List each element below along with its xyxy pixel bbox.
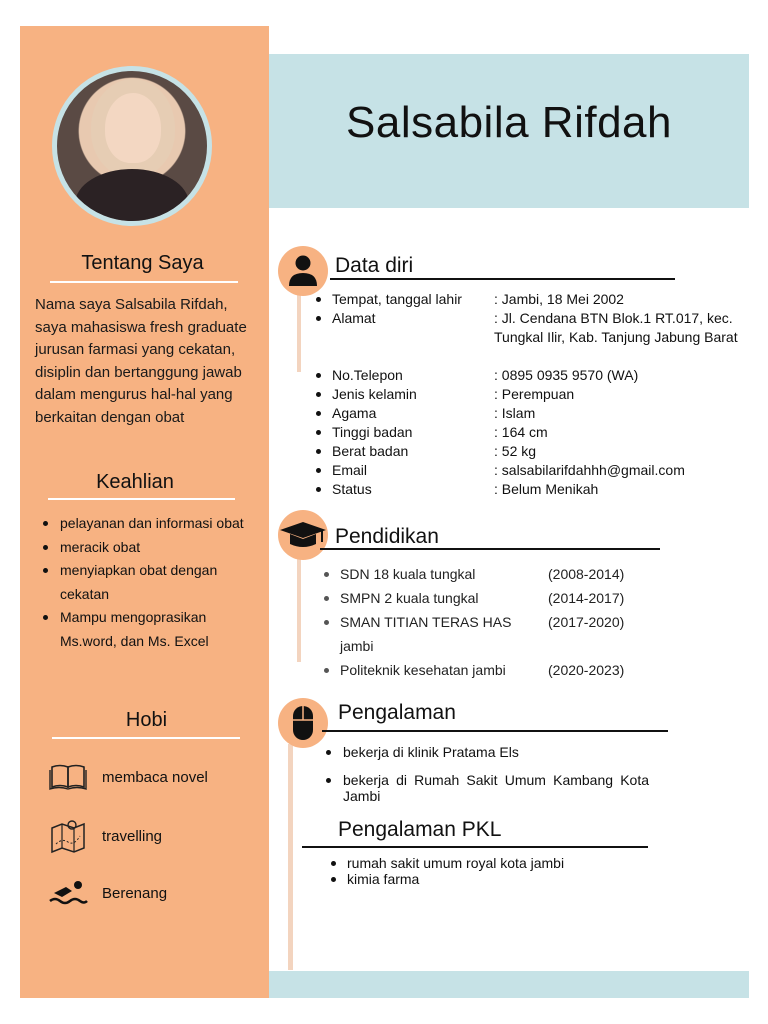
school-years: (2008-2014) <box>548 566 625 582</box>
graduation-cap-icon <box>278 510 328 560</box>
internship-text: kimia farma <box>347 871 420 887</box>
photo-body <box>75 169 189 226</box>
data-label: Berat badan <box>332 443 409 459</box>
data-value: : Jambi, 18 Mei 2002 <box>494 291 624 307</box>
section-title-personal: Data diri <box>335 254 414 277</box>
section-title-education: Pendidikan <box>335 525 439 548</box>
skill-item: menyiapkan obat dengan cekatan <box>40 559 260 606</box>
data-label: Status <box>332 481 372 497</box>
hobby-label: membaca novel <box>102 769 208 786</box>
school-years: (2017-2020) <box>548 614 625 630</box>
swimming-icon <box>48 877 88 909</box>
map-icon <box>48 816 88 856</box>
data-value: : Jl. Cendana BTN Blok.1 RT.017, kec. Tungkal Ilir, Kab. Tanjung Jabung Barat <box>494 310 738 345</box>
school-name: SMPN 2 kuala tungkal <box>340 590 479 606</box>
data-row <box>312 366 752 385</box>
data-label: Alamat <box>332 310 376 326</box>
skill-item: Mampu mengoprasikan Ms.word, dan Ms. Excel <box>40 606 260 653</box>
education-list <box>322 562 652 682</box>
hobbies-title-rule <box>52 737 240 739</box>
section-rule <box>322 730 668 732</box>
data-label: Email <box>332 462 368 478</box>
footer-band <box>269 971 749 998</box>
data-value: : 0895 0935 9570 (WA) <box>494 367 639 383</box>
skill-item: pelayanan dan informasi obat <box>40 512 260 536</box>
school-years: (2014-2017) <box>548 590 625 606</box>
candidate-name: Salsabila Rifdah <box>346 98 672 147</box>
profile-photo <box>52 66 212 226</box>
experience-item <box>324 772 649 804</box>
experience-text: bekerja di klinik Pratama Els <box>343 744 519 760</box>
education-row <box>322 586 652 610</box>
data-row <box>312 480 752 499</box>
section-icon-badge <box>278 246 328 296</box>
book-icon <box>48 761 88 793</box>
section-title-experience: Pengalaman <box>338 701 456 724</box>
school-name: SMAN TITIAN TERAS HAS jambi <box>340 614 512 654</box>
data-value: : salsabilarifdahhh@gmail.com <box>494 462 685 478</box>
data-label: No.Telepon <box>332 367 403 383</box>
data-value: : Perempuan <box>494 386 575 402</box>
about-title-rule <box>50 281 238 283</box>
data-value: : 164 cm <box>494 424 548 440</box>
data-row <box>312 385 752 404</box>
hobby-label: travelling <box>102 828 163 845</box>
section-rule <box>330 278 675 280</box>
about-text: Nama saya Salsabila Rifdah, saya mahasiswa fresh graduate jurusan farmasi yang cekatan, disiplin dan bertanggung jawab dalam mengurus hal-hal yang berkaitan dengan obat <box>35 296 247 426</box>
data-row <box>312 461 752 480</box>
internship-item <box>329 871 649 887</box>
data-value: : Islam <box>494 405 536 421</box>
education-row <box>322 562 652 586</box>
data-row <box>312 423 752 442</box>
timeline-line <box>288 744 293 970</box>
data-label: Jenis kelamin <box>332 386 417 402</box>
data-row <box>312 404 752 423</box>
timeline-line <box>297 556 301 662</box>
person-icon <box>278 246 328 296</box>
mouse-icon <box>278 698 328 748</box>
internship-text: rumah sakit umum royal kota jambi <box>347 855 565 871</box>
data-label: Tinggi badan <box>332 424 413 440</box>
hobby-label: Berenang <box>102 885 168 902</box>
internship-list <box>329 855 649 887</box>
section-rule <box>302 846 648 848</box>
skills-title-rule <box>48 498 235 500</box>
school-years: (2020-2023) <box>548 662 625 678</box>
experience-text: bekerja di Rumah Sakit Umum Kambang Kota Jambi <box>343 772 649 804</box>
education-row <box>322 610 652 658</box>
school-name: Politeknik kesehatan jambi <box>340 662 506 678</box>
section-title-internship: Pengalaman PKL <box>338 818 502 841</box>
about-title: Tentang Saya <box>81 252 204 274</box>
education-row <box>322 658 652 682</box>
school-name: SDN 18 kuala tungkal <box>340 566 476 582</box>
internship-item <box>329 855 649 871</box>
data-label: Agama <box>332 405 377 421</box>
data-row <box>312 309 752 366</box>
experience-item <box>324 744 649 760</box>
data-value: : Belum Menikah <box>494 481 599 497</box>
skill-item: meracik obat <box>40 536 260 560</box>
personal-data-list <box>312 290 752 499</box>
data-row <box>312 442 752 461</box>
photo-face <box>105 93 161 163</box>
data-row <box>312 290 752 309</box>
skills-title: Keahlian <box>96 471 174 493</box>
data-value: : 52 kg <box>494 443 537 459</box>
section-icon-badge <box>278 698 328 748</box>
data-label: Tempat, tanggal lahir <box>332 291 462 307</box>
experience-list <box>324 744 649 816</box>
timeline-line <box>297 290 301 372</box>
section-rule <box>320 548 660 550</box>
hobbies-title: Hobi <box>125 709 168 731</box>
section-icon-badge <box>278 510 328 560</box>
skills-list <box>40 512 260 653</box>
